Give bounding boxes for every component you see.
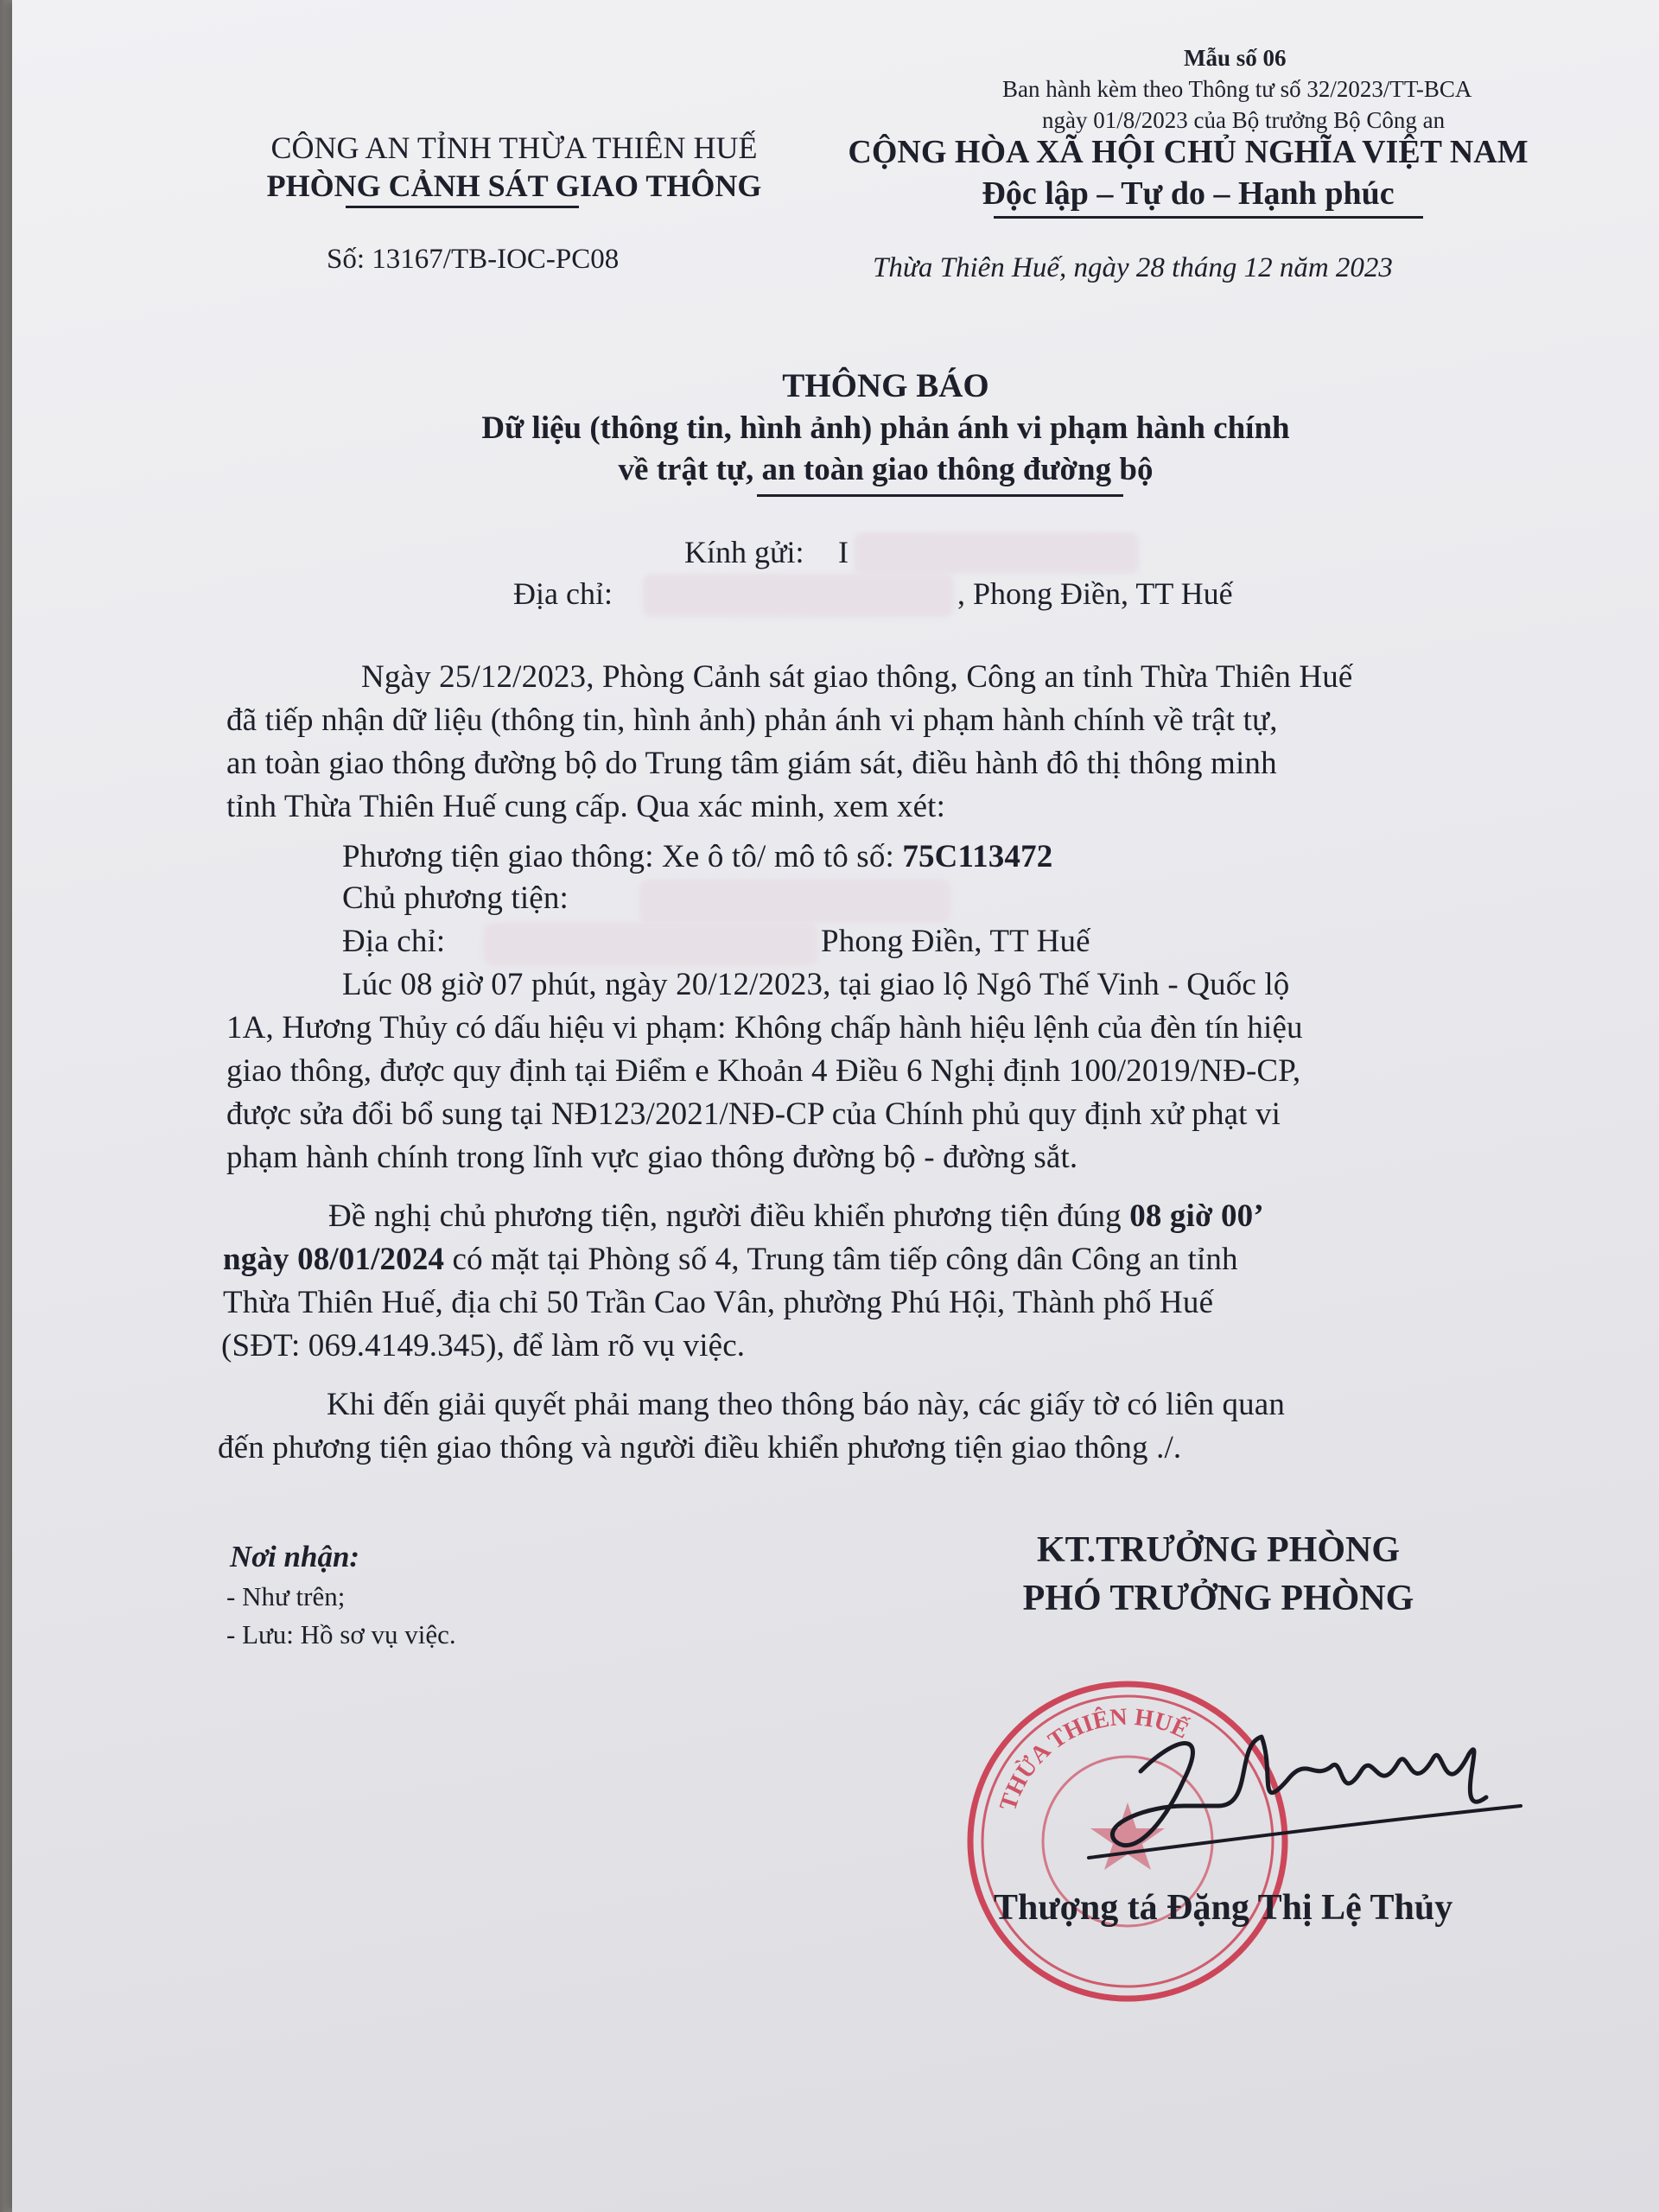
- recipient-item: - Như trên;: [226, 1581, 346, 1611]
- violation-line: 1A, Hương Thủy có dấu hiệu vi phạm: Không chấp hành hiệu lệnh của đèn tín hiệu: [226, 1010, 1303, 1046]
- closing-line: đến phương tiện giao thông và người điều khiển phương tiện giao thông ./.: [218, 1430, 1182, 1465]
- document-number: Số: 13167/TB-IOC-PC08: [327, 244, 620, 275]
- recipient-item: - Lưu: Hồ sơ vụ việc.: [226, 1619, 456, 1649]
- address-tail: , Phong Điền, TT Huế: [957, 576, 1233, 611]
- place-date: Thừa Thiên Huế, ngày 28 tháng 12 năm 2023: [873, 252, 1393, 283]
- nation-heading: CỘNG HÒA XÃ HỘI CHỦ NGHĨA VIỆT NAM: [848, 134, 1529, 170]
- document-subtitle-1: Dữ liệu (thông tin, hình ảnh) phản ánh vi phạm hành chính: [481, 410, 1290, 446]
- request-line: [328, 1198, 1264, 1235]
- document-subtitle-2: về trật tự, an toàn giao thông đường bộ: [618, 452, 1154, 487]
- closing-line: Khi đến giải quyết phải mang theo thông báo này, các giấy tờ có liên quan: [327, 1387, 1286, 1422]
- recipient-name: I: [838, 535, 849, 569]
- agency-underline: [346, 206, 579, 208]
- paragraph-line: đã tiếp nhận dữ liệu (thông tin, hình ảnh) phản ánh vi phạm hành chính về trật tự,: [226, 702, 1278, 738]
- owner-address-label: Địa chỉ:: [342, 924, 446, 959]
- form-basis-line-1: Ban hành kèm theo Thông tư số 32/2023/TT-BCA: [1002, 76, 1472, 102]
- request-text: có mặt tại Phòng số 4, Trung tâm tiếp công dân Công an tỉnh: [444, 1242, 1238, 1277]
- violation-line: phạm hành chính trong lĩnh vực giao thông đường bộ - đường sắt.: [226, 1140, 1078, 1175]
- request-line: (SĐT: 069.4149.345), để làm rõ vụ việc.: [221, 1328, 746, 1363]
- recipient-label: Kính gửi:: [684, 535, 804, 569]
- signatory-role: KT.TRƯỞNG PHÒNG: [1037, 1530, 1400, 1570]
- owner-label: Chủ phương tiện:: [342, 880, 569, 916]
- paragraph-line: Ngày 25/12/2023, Phòng Cảnh sát giao thông, Công an tỉnh Thừa Thiên Huế: [361, 659, 1353, 695]
- redacted-name: [854, 532, 1139, 574]
- form-basis-line-2: ngày 01/8/2023 của Bộ trưởng Bộ Công an: [1042, 107, 1446, 133]
- paragraph-line: an toàn giao thông đường bộ do Trung tâm giám sát, điều hành đô thị thông minh: [226, 746, 1277, 781]
- violation-line: giao thông, được quy định tại Điểm e Khoản 4 Điều 6 Nghị định 100/2019/NĐ-CP,: [226, 1053, 1301, 1089]
- redacted-owner-address: [484, 923, 817, 966]
- paragraph-line: tỉnh Thừa Thiên Huế cung cấp. Qua xác minh, xem xét:: [226, 789, 946, 824]
- redacted-owner: [639, 880, 950, 923]
- vehicle-plate: 75C113472: [902, 839, 1053, 874]
- request-line: [223, 1241, 1238, 1278]
- agency-unit: PHÒNG CẢNH SÁT GIAO THÔNG: [266, 168, 762, 203]
- signatory-title: PHÓ TRƯỞNG PHÒNG: [1022, 1579, 1414, 1618]
- handwritten-signature: [1080, 1676, 1529, 1901]
- appointment-time: 08 giờ 00’: [1129, 1198, 1264, 1234]
- title-underline: [757, 494, 1123, 497]
- motto: Độc lập – Tự do – Hạnh phúc: [982, 175, 1395, 212]
- address-label: Địa chỉ:: [513, 576, 613, 611]
- violation-line: Lúc 08 giờ 07 phút, ngày 20/12/2023, tại giao lộ Ngô Thế Vinh - Quốc lộ: [342, 967, 1290, 1002]
- violation-line: được sửa đổi bổ sung tại NĐ123/2021/NĐ-CP của Chính phủ quy định xử phạt vi: [226, 1096, 1281, 1132]
- appointment-date: ngày 08/01/2024: [223, 1242, 445, 1277]
- recipients-label: Nơi nhận:: [230, 1540, 360, 1573]
- request-text: Đề nghị chủ phương tiện, người điều khiển phương tiện đúng: [328, 1198, 1130, 1234]
- agency-parent: CÔNG AN TỈNH THỪA THIÊN HUẾ: [270, 130, 758, 165]
- form-label: Mẫu số 06: [1184, 45, 1287, 71]
- owner-address-tail: Phong Điền, TT Huế: [821, 924, 1090, 959]
- redacted-address: [643, 574, 954, 617]
- svg-text:THỪA THIÊN HUẾ: THỪA THIÊN HUẾ: [995, 1703, 1193, 1815]
- document-title: THÔNG BÁO: [782, 367, 989, 404]
- motto-underline: [994, 216, 1423, 219]
- vehicle-line: [342, 838, 1052, 875]
- vehicle-label: Phương tiện giao thông: Xe ô tô/ mô tô số:: [342, 839, 903, 874]
- request-line: Thừa Thiên Huế, địa chỉ 50 Trần Cao Vân, phường Phú Hội, Thành phố Huế: [223, 1285, 1214, 1320]
- signer-name: Thượng tá Đặng Thị Lệ Thủy: [994, 1888, 1453, 1928]
